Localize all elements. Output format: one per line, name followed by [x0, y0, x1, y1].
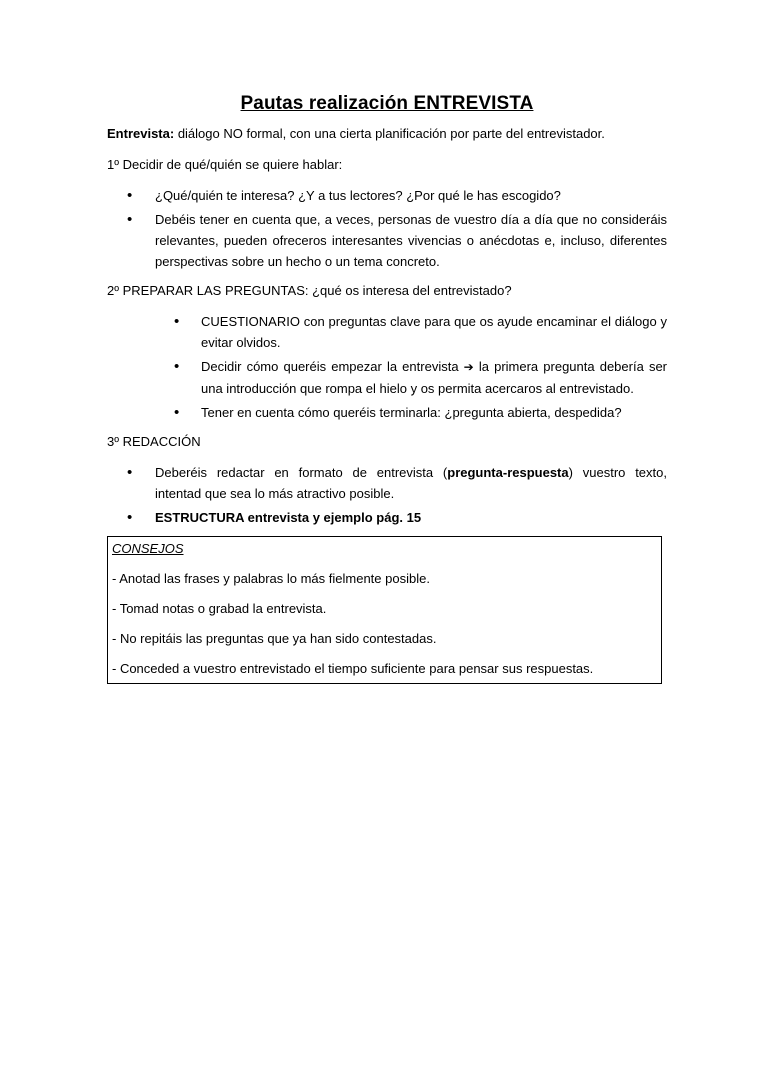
- section3-item2: ESTRUCTURA entrevista y ejemplo pág. 15: [155, 510, 422, 525]
- intro-label: Entrevista:: [107, 126, 175, 141]
- section3-item1-after: ) vuestro texto, intentad que sea lo más atractivo posible.: [155, 465, 667, 501]
- section1-heading: 1º Decidir de qué/quién se quiere hablar:: [107, 157, 343, 172]
- arrow-item-before: Decidir cómo queréis empezar la entrevista: [201, 359, 464, 374]
- list-item: • CUESTIONARIO con preguntas clave para que os ayude encaminar el diálogo y evitar olvidos.: [107, 311, 667, 353]
- consejo-item: - Anotad las frases y palabras lo más fielmente posible.: [112, 571, 430, 586]
- right-arrow-icon: ➔: [463, 360, 474, 374]
- list-item: • ¿Qué/quién te interesa? ¿Y a tus lectores? ¿Por qué le has escogido?: [107, 185, 667, 206]
- consejos-heading: CONSEJOS: [112, 541, 184, 556]
- intro-text: diálogo NO formal, con una cierta planificación por parte del entrevistador.: [174, 126, 605, 141]
- consejo-item: - Conceded a vuestro entrevistado el tiempo suficiente para pensar sus respuestas.: [112, 661, 594, 676]
- list-item: • Tener en cuenta cómo queréis terminarla: ¿pregunta abierta, despedida?: [107, 402, 667, 423]
- section1-list: [107, 185, 667, 272]
- section3-heading: 3º REDACCIÓN: [107, 434, 201, 449]
- consejo-item: - Tomad notas o grabad la entrevista.: [112, 601, 327, 616]
- section3-item1-bold: pregunta-respuesta: [447, 465, 569, 480]
- section3-item1-before: Deberéis redactar en formato de entrevista (: [155, 465, 448, 480]
- list-item: [107, 507, 667, 528]
- intro-paragraph: [107, 123, 667, 144]
- list-item: • Debéis tener en cuenta que, a veces, personas de vuestro día a día que no consideráis relevantes, pueden ofreceros interesantes vivencias o anécdotas e, incluso, diferentes perspectivas sobre un hecho o un tema concreto.: [107, 209, 667, 272]
- document-content: [107, 91, 667, 684]
- section3-list: [107, 462, 667, 528]
- page-title: Pautas realización ENTREVISTA: [240, 93, 534, 114]
- section2-heading: 2º PREPARAR LAS PREGUNTAS: ¿qué os interesa del entrevistado?: [107, 283, 512, 298]
- list-item: [107, 462, 667, 504]
- arrow-item-after: la primera pregunta debería ser una introducción que rompa el hielo y os permita acercaros al entrevistado.: [201, 359, 667, 396]
- section2-list: [107, 311, 667, 423]
- list-item: [107, 356, 667, 399]
- consejo-item: - No repitáis las preguntas que ya han sido contestadas.: [112, 631, 437, 646]
- consejos-box: [107, 536, 662, 684]
